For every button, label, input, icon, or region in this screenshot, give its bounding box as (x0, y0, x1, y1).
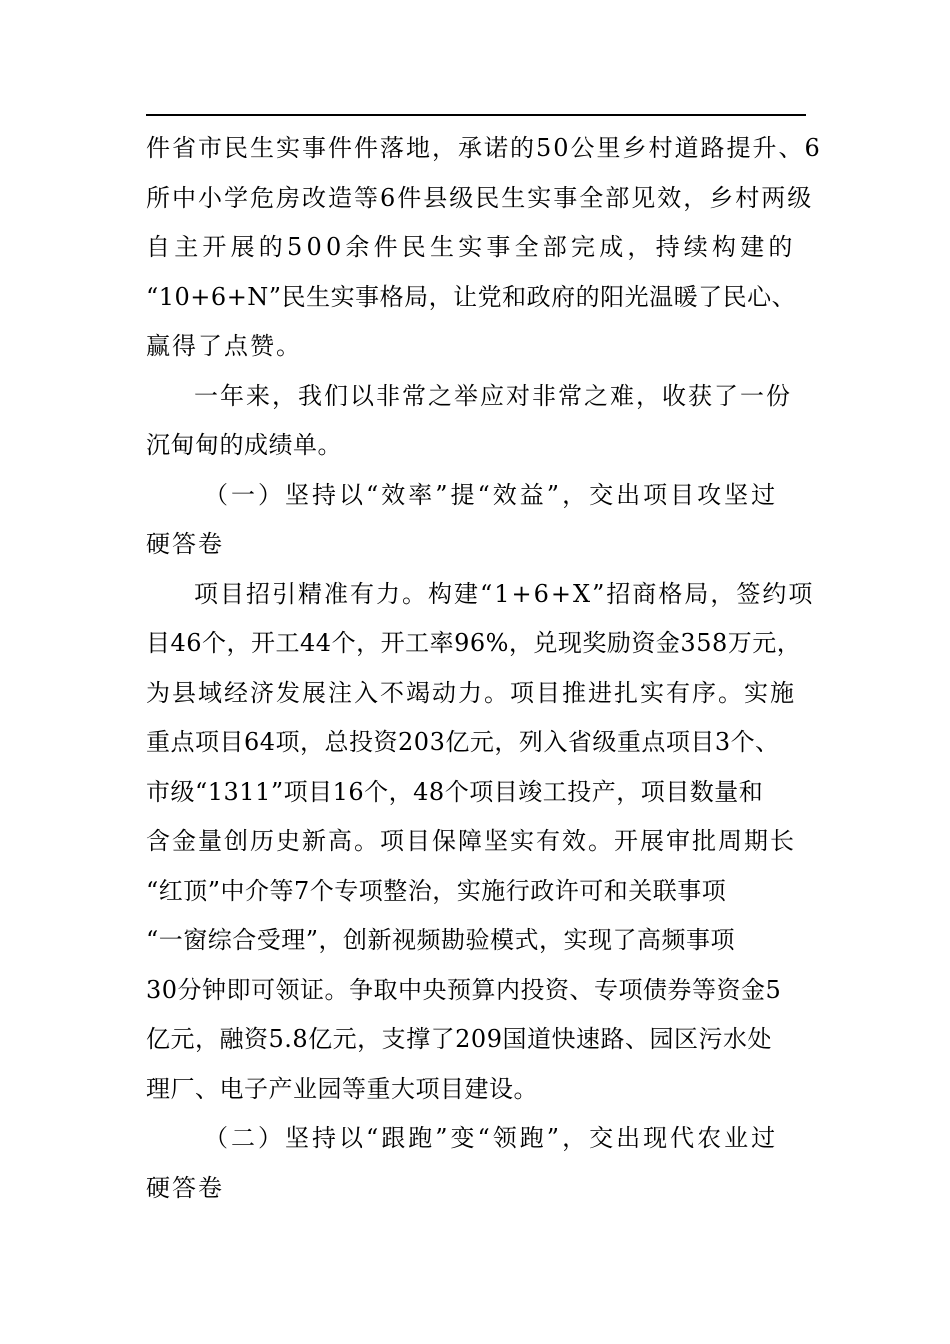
text-line: “一窗综合受理”，创新视频勘验模式，实现了高频事项 (146, 926, 736, 954)
heading-line: 硬答卷 (146, 1173, 224, 1202)
document-body (146, 124, 822, 1213)
text-line: 重点项目64项，总投资203亿元，列入省级重点项目3个、 (146, 728, 780, 756)
text-line: 自主开展的500余件民生实事全部完成，持续构建的 (146, 233, 797, 261)
text-line: 一年来，我们以非常之举应对非常之难，收获了一份 (194, 381, 792, 410)
text-line: 目46个，开工44个，开工率96%，兑现奖励资金358万元， (146, 629, 802, 657)
text-line: “红顶”中介等7个专项整治，实施行政许可和关联事项 (146, 876, 727, 905)
paragraph-year-summary (146, 372, 816, 471)
section-heading-projects (146, 471, 816, 570)
text-line: 市级“1311”项目16个，48个项目竣工投产，项目数量和 (146, 777, 764, 806)
heading-line: （一）坚持以“效率”提“效益”，交出项目攻坚过 (204, 480, 779, 509)
text-line: 所中小学危房改造等6件县级民生实事全部见效，乡村两级 (146, 183, 814, 212)
section-heading-agriculture (146, 1114, 816, 1213)
text-line: “10+6+N”民生实事格局，让党和政府的阳光温暖了民心、 (146, 282, 797, 311)
text-line: 为县域经济发展注入不竭动力。项目推进扎实有序。实施 (146, 678, 796, 707)
text-line: 件省市民生实事件件落地，承诺的50公里乡村道路提升、6 (146, 134, 822, 162)
text-line: 亿元，融资5.8亿元，支撑了209国道快速路、园区污水处 (146, 1025, 772, 1053)
text-line: 赢得了点赞。 (146, 332, 302, 360)
text-line: 项目招引精准有力。构建“1+6+X”招商格局，签约项 (194, 579, 815, 608)
paragraph-projects (146, 570, 816, 1115)
paragraph-livelihood-continued (146, 124, 822, 372)
heading-line: （二）坚持以“跟跑”变“领跑”，交出现代农业过 (204, 1124, 779, 1152)
text-line: 30分钟即可领证。争取中央预算内投资、专项债券等资金5 (146, 975, 782, 1004)
heading-line: 硬答卷 (146, 530, 224, 558)
text-line: 沉甸甸的成绩单。 (146, 431, 342, 459)
text-line: 含金量创历史新高。项目保障坚实有效。开展审批周期长 (146, 827, 796, 855)
text-line: 理厂、电子产业园等重大项目建设。 (146, 1074, 538, 1103)
header-rule (146, 114, 806, 116)
